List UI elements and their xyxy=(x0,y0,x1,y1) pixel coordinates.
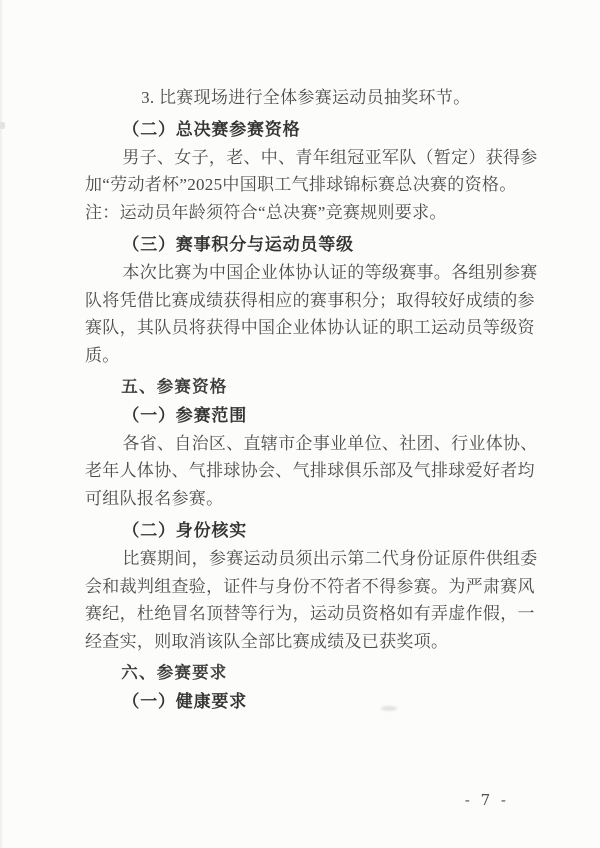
sub-heading-line: （一）参赛范围 xyxy=(122,405,247,425)
document-body xyxy=(85,84,538,716)
body-text-line: 赛纪，杜绝冒名顶替等行为，运动员资格如有弄虚作假，一 xyxy=(85,604,535,624)
body-text-line: 队将凭借比赛成绩获得相应的赛事积分；取得较好成绩的参 xyxy=(85,290,535,310)
body-text-line: 注：运动员年龄须符合“总决赛”竞赛规则要求。 xyxy=(85,203,447,223)
body-text-line: 男子、女子，老、中、青年组冠亚军队（暂定）获得参 xyxy=(122,147,538,167)
sub-heading-line: （三）赛事积分与运动员等级 xyxy=(122,234,354,254)
scan-notch-artifact xyxy=(0,122,5,129)
body-text-line: 赛队，其队员将获得中国企业体协认证的职工运动员等级资 xyxy=(85,318,535,338)
body-text-line: 质。 xyxy=(85,346,120,366)
body-text-line: 老年人体协、气排球协会、气排球俱乐部及气排球爱好者均 xyxy=(85,461,535,481)
body-text-line: 比赛期间，参赛运动员须出示第二代身份证原件供组委 xyxy=(122,548,538,568)
body-text-line: 经查实，则取消该队全部比赛成绩及已获奖项。 xyxy=(85,632,449,652)
page-number: - 7 - xyxy=(464,791,509,809)
section-heading-line: 六、参赛要求 xyxy=(121,663,228,682)
sub-heading-line: （二）身份核实 xyxy=(122,520,247,540)
body-text-line: 可组队报名参赛。 xyxy=(85,489,224,509)
body-text-line: 加“劳动者杯”2025中国职工气排球锦标赛总决赛的资格。 xyxy=(85,175,517,195)
body-text-line: 各省、自治区、直辖市企事业单位、社团、行业体协、 xyxy=(122,433,538,453)
numbered-item-line: 3. 比赛现场进行全体参赛运动员抽奖环节。 xyxy=(141,88,471,107)
body-text-line: 本次比赛为中国企业体协认证的等级赛事。各组别参赛 xyxy=(122,262,538,282)
sub-heading-line: （二）总决赛参赛资格 xyxy=(122,119,301,139)
section-heading-line: 五、参赛资格 xyxy=(121,377,228,396)
body-text-line: 会和裁判组查验，证件与身份不符者不得参赛。为严肃赛风 xyxy=(85,576,535,596)
sub-heading-line: （一）健康要求 xyxy=(122,691,247,711)
